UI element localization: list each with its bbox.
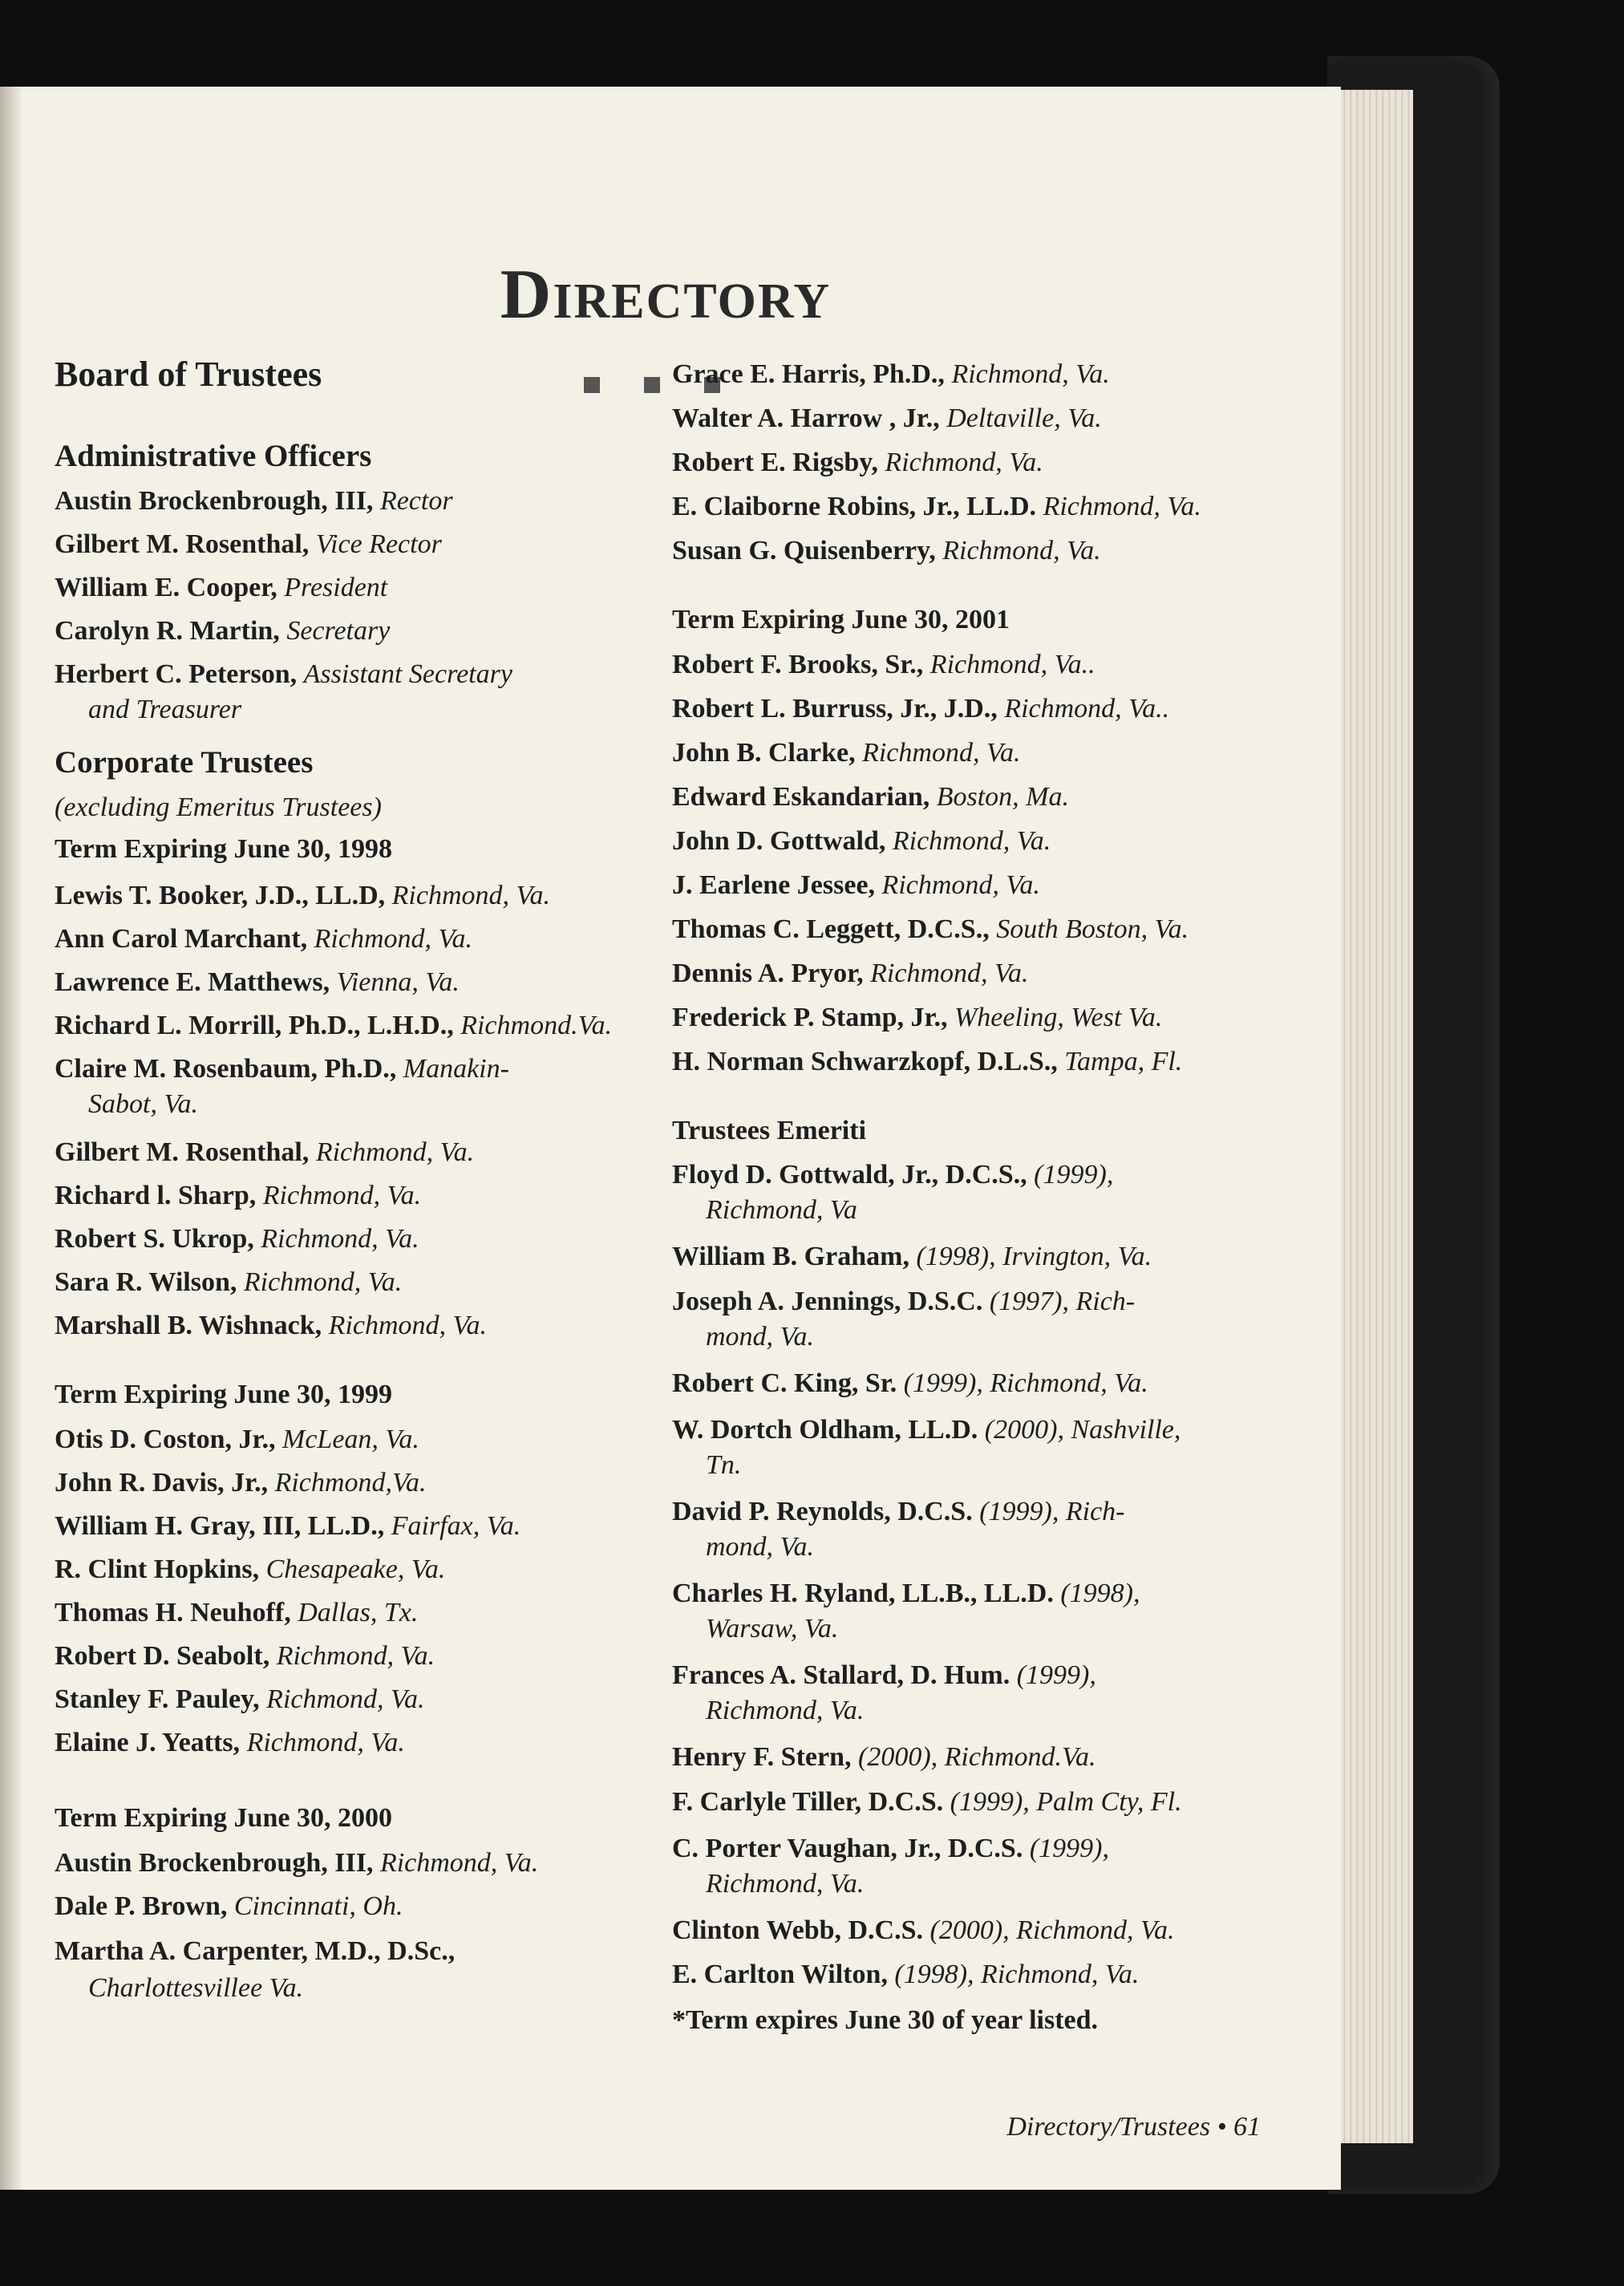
trustee-entry [672,536,1101,566]
trustee-detail: (1998), Richmond, Va. [894,1960,1140,1989]
trustee-entry [55,1936,455,1967]
trustee-detail: Richmond, Va [706,1195,857,1225]
trustee-entry [672,738,1020,768]
trustee-entry [55,1554,445,1585]
entry-continuation [672,1614,838,1644]
trustee-detail: (1997), Rich- [989,1287,1136,1316]
trustee-detail: (excluding Emeritus Trustees) [55,792,382,822]
trustee-name: Dennis A. Pryor, [672,959,864,988]
entry-continuation [672,1195,857,1226]
trustee-entry [55,967,460,998]
trustee-detail: Warsaw, Va. [706,1614,839,1644]
trustee-detail: Chesapeake, Va. [265,1554,446,1584]
trustee-entry [672,492,1201,522]
trustee-name: Richard L. Morrill, Ph.D., L.H.D., [55,1011,454,1040]
trustee-detail: Tampa, Fl. [1064,1047,1183,1076]
trustee-detail: (1998), Irvington, Va. [916,1242,1152,1271]
trustee-name: Sara R. Wilson, [55,1267,237,1297]
trustee-name: John R. Davis, Jr., [55,1468,269,1498]
trustee-detail: Dallas, Tx. [298,1598,419,1627]
trustee-name: William H. Gray, III, LL.D., [55,1511,385,1541]
trustee-entry [672,1003,1162,1033]
entry-continuation [672,1322,814,1352]
trustee-name: Gilbert M. Rosenthal, [55,1137,310,1167]
trustee-entry [672,826,1051,857]
trustee-entry [55,616,390,646]
trustee-detail: Richmond, Va. [881,870,1040,900]
page-gutter [0,87,22,2190]
trustee-detail: Richmond, Va. [391,881,551,910]
trustee-entry [672,1915,1175,1946]
trustee-name: John D. Gottwald, [672,826,886,856]
section-heading: Term Expiring June 30, 1998 [55,834,392,864]
trustee-entry [55,573,387,603]
trustee-entry [672,1415,1181,1445]
trustee-name: Claire M. Rosenbaum, Ph.D., [55,1054,397,1084]
trustee-name: Robert S. Ukrop, [55,1224,254,1254]
section-heading: *Term expires June 30 of year listed. [672,2005,1099,2035]
trustee-detail: Vienna, Va. [336,967,460,997]
trustee-detail: (1999), Richmond, Va. [903,1368,1148,1398]
trustee-detail: Richmond,Va. [274,1468,427,1498]
trustee-entry [672,1047,1182,1077]
trustee-name: Austin Brockenbrough, III, [55,1848,374,1878]
trustee-name: R. Clint Hopkins, [55,1554,260,1584]
trustee-name: Charles H. Ryland, LL.B., LL.D. [672,1579,1054,1608]
trustee-detail: Richmond, Va. [276,1641,435,1671]
section-heading: Term Expiring June 30, 2000 [55,1803,392,1833]
trustee-detail: (2000), Richmond, Va. [929,1915,1175,1945]
trustee-name: William B. Graham, [672,1242,909,1271]
trustee-entry [672,1787,1182,1818]
trustee-name: Robert C. King, Sr. [672,1368,897,1398]
trustee-entry [672,1242,1152,1272]
trustee-name: C. Porter Vaughan, Jr., D.C.S. [672,1834,1023,1863]
trustee-name: Marshall B. Wishnack, [55,1311,322,1340]
entry-continuation [672,1869,864,1899]
trustee-detail: Richmond, Va. [261,1224,419,1254]
trustee-detail: (1999), [1016,1660,1096,1690]
trustee-name: F. Carlyle Tiller, D.C.S. [672,1787,944,1817]
trustee-entry [55,1728,405,1758]
trustee-detail: Deltaville, Va. [946,403,1102,433]
trustee-entry [672,782,1069,813]
trustee-entry [55,1224,419,1254]
trustee-name: H. Norman Schwarzkopf, D.L.S., [672,1047,1058,1076]
section-heading: Term Expiring June 30, 2001 [672,605,1010,634]
section-heading: Administrative Officers [55,439,372,473]
trustee-name: Carolyn R. Martin, [55,616,280,646]
trustee-detail: Richmond, Va. [328,1311,488,1340]
entry-continuation [55,695,241,725]
trustee-name: Austin Brockenbrough, III, [55,486,374,516]
trustee-name: Clinton Webb, D.C.S. [672,1915,924,1945]
trustee-name: Joseph A. Jennings, D.S.C. [672,1287,983,1316]
trustee-detail: Richmond, Va. [246,1728,405,1757]
trustee-entry [55,529,442,560]
trustee-detail: Richmond, Va. [706,1696,865,1725]
trustee-name: David P. Reynolds, D.C.S. [672,1497,973,1526]
trustee-entry [672,694,1169,724]
trustee-entry [672,1368,1148,1399]
section-heading: Term Expiring June 30, 1999 [55,1380,392,1409]
trustee-detail: (1999), [1034,1160,1114,1190]
trustee-entry [55,1684,425,1715]
page-title: Directory [500,255,832,334]
trustee-entry [672,359,1110,390]
section-heading: Trustees Emeriti [672,1116,867,1145]
trustee-detail: Richmond, Va. [870,959,1029,988]
entry-continuation [672,1450,741,1481]
trustee-detail: (2000), Richmond.Va. [858,1742,1096,1772]
trustee-entry [672,1497,1125,1527]
trustee-name: Gilbert M. Rosenthal, [55,529,310,559]
trustee-name: Robert L. Burruss, Jr., J.D., [672,694,998,723]
trustee-detail: Richmond, Va. [885,448,1043,477]
trustee-detail: Richmond, Va. [951,359,1110,389]
trustee-detail: Secretary [286,616,391,646]
trustee-name: E. Claiborne Robins, Jr., LL.D. [672,492,1037,521]
trustee-detail: (2000), Nashville, [984,1415,1181,1445]
trustee-name: Floyd D. Gottwald, Jr., D.C.S., [672,1160,1027,1190]
trustee-entry [55,1598,418,1628]
trustee-name: Otis D. Coston, Jr., [55,1425,276,1454]
trustee-detail: McLean, Va. [282,1425,419,1454]
trustee-detail: Rector [379,486,453,516]
page-footer: Directory/Trustees • 61 [1006,2112,1261,2142]
trustee-name: Herbert C. Peterson, [55,659,298,689]
trustee-detail: Vice Rector [315,529,442,559]
trustee-detail: (1999), Palm Cty, Fl. [950,1787,1182,1817]
trustee-entry [55,1267,402,1298]
trustee-name: Frederick P. Stamp, Jr., [672,1003,948,1032]
trustee-entry [55,1641,435,1672]
trustee-entry [672,1660,1096,1691]
trustee-entry [55,1054,509,1084]
trustee-name: J. Earlene Jessee, [672,870,876,900]
trustee-name: Robert D. Seabolt, [55,1641,270,1671]
trustee-name: Frances A. Stallard, D. Hum. [672,1660,1010,1690]
trustee-detail: Richmond, Va. [243,1267,403,1297]
trustee-entry [55,1137,474,1168]
trustee-name: Grace E. Harris, Ph.D., [672,359,945,389]
trustee-name: W. Dortch Oldham, LL.D. [672,1415,978,1445]
trustee-detail: mond, Va. [706,1532,815,1562]
trustee-entry [672,914,1189,945]
trustee-name: E. Carlton Wilton, [672,1960,888,1989]
trustee-entry [55,1511,520,1542]
ornament-square [584,377,600,393]
entry-continuation [55,1089,198,1120]
trustee-entry [672,650,1095,680]
trustee-name: Elaine J. Yeatts, [55,1728,241,1757]
trustee-entry [672,1579,1140,1609]
trustee-name: Walter A. Harrow , Jr., [672,403,940,433]
trustee-name: Thomas H. Neuhoff, [55,1598,291,1627]
page-edges [1339,90,1413,2143]
trustee-detail: Wheeling, West Va. [954,1003,1163,1032]
trustee-entry [55,1891,403,1922]
trustee-detail: Boston, Ma. [936,782,1070,812]
entry-continuation [55,1973,303,2004]
trustee-name: Lewis T. Booker, J.D., LL.D, [55,881,386,910]
trustee-detail: (1999), [1029,1834,1109,1863]
trustee-name: Robert F. Brooks, Sr., [672,650,924,679]
trustee-entry [55,1181,421,1211]
trustee-name: Stanley F. Pauley, [55,1684,260,1714]
trustee-detail: Assistant Secretary [303,659,512,689]
trustee-entry [55,924,472,955]
trustee-detail: South Boston, Va. [996,914,1189,944]
trustee-entry [672,1287,1135,1317]
trustee-detail: Charlottesvillee Va. [88,1973,304,2003]
trustee-entry [55,1848,538,1879]
trustee-name: Susan G. Quisenberry, [672,536,936,565]
trustee-name: Robert E. Rigsby, [672,448,878,477]
trustee-name: John B. Clarke, [672,738,856,768]
book-page [0,87,1341,2190]
trustee-detail: and Treasurer [88,695,242,724]
trustee-name: Ann Carol Marchant, [55,924,308,954]
trustee-detail: Richmond, Va. [862,738,1021,768]
trustee-entry [55,1468,426,1498]
trustee-name: Martha A. Carpenter, M.D., D.Sc., [55,1936,456,1966]
trustee-entry [55,881,550,911]
trustee-entry [672,959,1029,989]
trustee-name: Dale P. Brown, [55,1891,228,1921]
trustee-detail: (1999), Rich- [979,1497,1125,1526]
trustee-name: Thomas C. Leggett, D.C.S., [672,914,990,944]
trustee-entry [672,448,1043,478]
entry-continuation [672,1532,814,1563]
trustee-entry [672,403,1102,434]
trustee-detail: Richmond, Va.. [929,650,1095,679]
trustee-detail: Richmond, Va. [892,826,1051,856]
trustee-name: Richard l. Sharp, [55,1181,257,1210]
trustee-detail: Sabot, Va. [88,1089,198,1119]
trustee-detail: Manakin- [403,1054,509,1084]
trustee-detail: Richmond, Va. [314,924,473,954]
section-note [55,792,382,823]
trustee-detail: Richmond.Va. [460,1011,613,1040]
trustee-detail: Cincinnati, Oh. [233,1891,403,1921]
trustee-entry [672,1160,1113,1190]
trustee-entry [672,1960,1139,1990]
trustee-detail: Richmond, Va. [706,1869,865,1899]
trustee-name: Lawrence E. Matthews, [55,967,330,997]
trustee-entry [55,1425,419,1455]
trustee-detail: Richmond, Va.. [1004,694,1170,723]
trustee-detail: Fairfax, Va. [391,1511,521,1541]
trustee-detail: Richmond, Va. [1043,492,1201,521]
trustee-entry [55,1311,487,1341]
trustee-detail: Richmond, Va. [315,1137,475,1167]
ornament-square [644,377,660,393]
trustee-name: Henry F. Stern, [672,1742,852,1772]
trustee-entry [55,1011,612,1041]
entry-continuation [672,1696,864,1726]
trustee-detail: Richmond, Va. [942,536,1101,565]
trustee-entry [55,486,453,517]
trustee-entry [55,659,512,690]
trustee-detail: Richmond, Va. [266,1684,425,1714]
trustee-detail: President [284,573,388,602]
trustee-detail: Richmond, Va. [379,1848,539,1878]
trustee-entry [672,1834,1109,1864]
section-heading: Board of Trustees [55,355,322,394]
trustee-detail: (1998), [1060,1579,1140,1608]
trustee-detail: Richmond, Va. [262,1181,422,1210]
section-heading: Corporate Trustees [55,745,314,780]
trustee-name: William E. Cooper, [55,573,277,602]
trustee-entry [672,870,1040,901]
trustee-entry [672,1742,1096,1773]
trustee-name: Edward Eskandarian, [672,782,930,812]
trustee-detail: Tn. [706,1450,742,1480]
trustee-detail: mond, Va. [706,1322,815,1352]
